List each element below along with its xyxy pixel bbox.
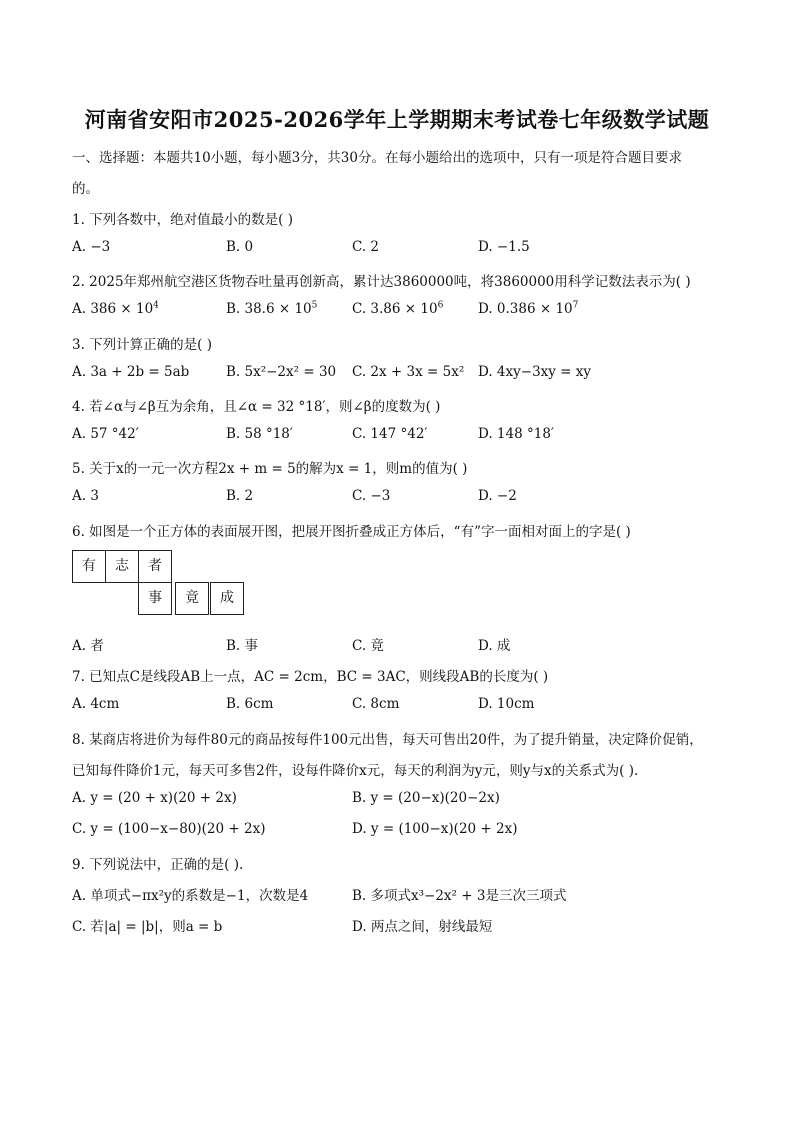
question-7-option-d: D. 10cm [478, 696, 535, 712]
question-7-option-c: C. 8cm [352, 696, 400, 712]
question-4-option-b: B. 58 °18′ [226, 426, 293, 442]
question-8-option-d: D. y = (100−x)(20 + 2x) [352, 821, 518, 837]
question-6-option-c: C. 竟 [352, 638, 384, 654]
question-7-option-a: A. 4cm [72, 696, 120, 712]
question-1-option-c: C. 2 [352, 239, 380, 255]
question-5-option-d: D. −2 [478, 488, 517, 504]
question-2-option-c: C. $3.86 \times 10^6$ [352, 300, 444, 317]
question-8-stem-cont: 已知每件降价1元，每天可多售2件，设每件降价x元，每天的利润为y元，则y与x的关系式为( ). [72, 763, 639, 779]
question-8-stem: 8. 某商店将进价为每件80元的商品按每件100元出售，每天可售出20件，为了提升销量，决定降价促销， [72, 732, 703, 748]
question-1-option-a: A. −3 [72, 239, 111, 255]
question-1-option-d: D. −1.5 [478, 239, 530, 255]
question-4-stem: 4. 若∠α与∠β互为余角，且∠α = 32 °18′，则∠β的度数为( ) [72, 399, 441, 415]
question-6-option-d: D. 成 [478, 638, 511, 654]
question-8-option-b: B. y = (20−x)(20−2x) [352, 790, 500, 806]
question-9-option-c: C. 若|a| = |b|，则a = b [72, 919, 223, 935]
question-7-stem: 7. 已知点C是线段AB上一点，AC = 2cm，BC = 3AC，则线段AB的长度为( ) [72, 669, 549, 685]
cube-net-cell: 事 [138, 582, 172, 615]
cube-net-cell: 者 [138, 550, 172, 583]
cube-net-cell: 竟 [175, 582, 209, 615]
question-6-stem: 6. 如图是一个正方体的表面展开图，把展开图折叠成正方体后，“有”字一面相对面上的字是( ) [72, 524, 631, 540]
question-2-option-a: A. $386 \times 10^4$ [72, 300, 159, 317]
question-1-option-b: B. 0 [226, 239, 254, 255]
question-5-option-b: B. 2 [226, 488, 254, 504]
section-instruction-cont: 的。 [72, 181, 99, 197]
question-3-stem: 3. 下列计算正确的是( ) [72, 337, 212, 353]
question-3-option-d: D. 4xy−3xy = xy [478, 364, 592, 380]
cube-net-cell: 成 [210, 582, 244, 615]
cube-net-cell: 有 [72, 550, 106, 583]
question-9-option-a: A. 单项式−πx²y的系数是−1，次数是4 [72, 888, 309, 904]
question-9-option-d: D. 两点之间，射线最短 [352, 919, 493, 935]
question-7-option-b: B. 6cm [226, 696, 274, 712]
question-3-option-c: C. 2x + 3x = 5x² [352, 364, 465, 380]
question-6-option-a: A. 者 [72, 638, 104, 654]
question-3-option-a: A. 3a + 2b = 5ab [72, 364, 190, 380]
page-title: 河南省安阳市2025-2026学年上学期期末考试卷七年级数学试题 [84, 107, 710, 132]
question-8-option-c: C. y = (100−x−80)(20 + 2x) [72, 821, 266, 837]
cube-net-figure [72, 550, 247, 620]
question-4-option-c: C. 147 °42′ [352, 426, 428, 442]
question-8-option-a: A. y = (20 + x)(20 + 2x) [72, 790, 237, 806]
question-3-option-b: B. 5x²−2x² = 30 [226, 364, 337, 380]
question-9-option-b: B. 多项式x³−2x² + 3是三次三项式 [352, 888, 567, 904]
question-5-stem: 5. 关于x的一元一次方程2x + m = 5的解为x = 1，则m的值为( ) [72, 461, 468, 477]
question-5-option-c: C. −3 [352, 488, 391, 504]
question-2-option-b: B. $38.6 \times 10^5$ [226, 300, 318, 317]
question-9-stem: 9. 下列说法中，正确的是( ). [72, 857, 244, 873]
question-4-option-a: A. 57 °42′ [72, 426, 139, 442]
cube-net-cell: 志 [105, 550, 139, 583]
section-instruction: 一、选择题：本题共10小题，每小题3分，共30分。在每小题给出的选项中，只有一项是符合题目要求 [72, 150, 682, 166]
question-5-option-a: A. 3 [72, 488, 99, 504]
question-1-stem: 1. 下列各数中，绝对值最小的数是( ) [72, 212, 293, 228]
question-2-stem: 2. 2025年郑州航空港区货物吞吐量再创新高，累计达3860000吨，将3860000用科学记数法表示为( ) [72, 274, 691, 290]
question-6-option-b: B. 事 [226, 638, 259, 654]
question-2-option-d: D. $0.386 \times 10^7$ [478, 300, 579, 317]
question-4-option-d: D. 148 °18′ [478, 426, 554, 442]
